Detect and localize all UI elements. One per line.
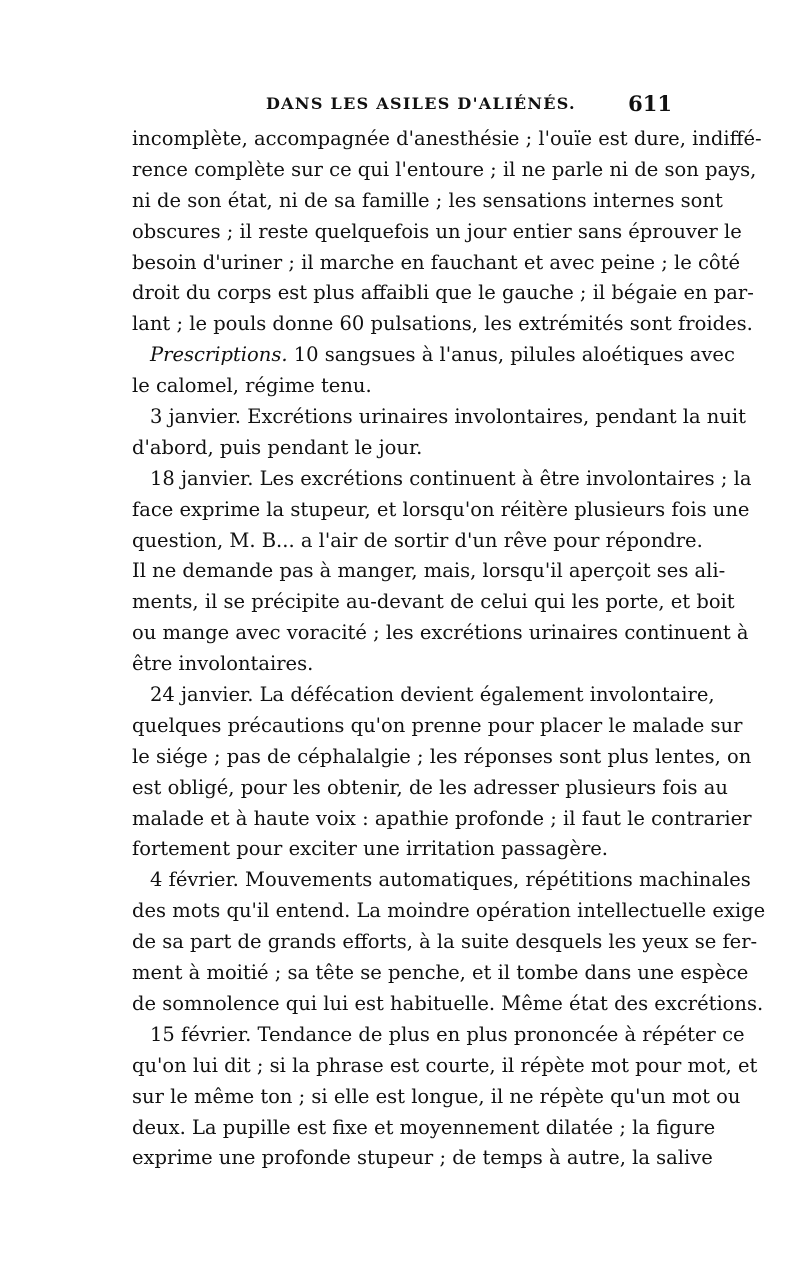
text-line: 3 janvier. Excrétions urinaires involontaires, pendant la nuit <box>150 405 746 429</box>
text-line: Il ne demande pas à manger, mais, lorsqu'il aperçoit ses ali- <box>132 559 726 583</box>
text-line: de sa part de grands efforts, à la suite desquels les yeux se fer- <box>132 930 758 954</box>
text-line: deux. La pupille est fixe et moyennement dilatée ; la figure <box>132 1115 716 1139</box>
text-line: le calomel, régime tenu. <box>132 374 372 398</box>
text-line: des mots qu'il entend. La moindre opération intellectuelle exige <box>132 899 766 923</box>
text-line: besoin d'uriner ; il marche en fauchant et avec peine ; le côté <box>132 250 741 274</box>
text-line <box>132 340 735 371</box>
text-line: lant ; le pouls donne 60 pulsations, les extrémités sont froides. <box>132 312 753 336</box>
text-line: ment à moitié ; sa tête se penche, et il tombe dans une espèce <box>132 961 749 985</box>
text-line: obscures ; il reste quelquefois un jour entier sans éprouver le <box>132 219 742 243</box>
text-line: fortement pour exciter une irritation passagère. <box>132 837 609 861</box>
text-line: exprime une profonde stupeur ; de temps à autre, la salive <box>132 1146 713 1170</box>
text-line: ou mange avec voracité ; les excrétions urinaires continuent à <box>132 621 749 645</box>
text-line: qu'on lui dit ; si la phrase est courte, il répète mot pour mot, et <box>132 1053 758 1077</box>
text-line: malade et à haute voix : apathie profonde ; il faut le contrarier <box>132 806 752 830</box>
text-line: 24 janvier. La défécation devient également involontaire, <box>150 683 715 707</box>
prescriptions-lead: Prescriptions. <box>150 343 288 367</box>
text-line: droit du corps est plus affaibli que le gauche ; il bégaie en par- <box>132 281 754 305</box>
running-title: DANS LES ASILES D'ALIÉNÉS. <box>266 94 576 113</box>
text-line: quelques précautions qu'on prenne pour placer le malade sur <box>132 713 743 737</box>
text-line: est obligé, pour les obtenir, de les adresser plusieurs fois au <box>132 775 728 799</box>
text-line: sur le même ton ; si elle est longue, il ne répète qu'un mot ou <box>132 1084 741 1108</box>
text-line: ments, il se précipite au-devant de celui qui les porte, et boit <box>132 590 735 614</box>
text-line: question, M. B... a l'air de sortir d'un rêve pour répondre. <box>132 528 703 552</box>
text-line: rence complète sur ce qui l'entoure ; il ne parle ni de son pays, <box>132 157 757 181</box>
text-line: 15 février. Tendance de plus en plus prononcée à répéter ce <box>150 1022 745 1046</box>
text-line: face exprime la stupeur, et lorsqu'on réitère plusieurs fois une <box>132 497 750 521</box>
text-line: 4 février. Mouvements automatiques, répétitions machinales <box>150 868 751 892</box>
text-line: être involontaires. <box>132 652 314 676</box>
text-line: de somnolence qui lui est habituelle. Même état des excrétions. <box>132 991 764 1015</box>
body-text <box>132 124 766 1174</box>
text-line: incomplète, accompagnée d'anesthésie ; l'ouïe est dure, indiffé- <box>132 127 762 150</box>
running-header <box>132 91 672 118</box>
text-line: 18 janvier. Les excrétions continuent à être involontaires ; la <box>150 466 752 490</box>
text-line: le siége ; pas de céphalalgie ; les réponses sont plus lentes, on <box>132 744 752 768</box>
page-number: 611 <box>628 91 672 116</box>
text-line: ni de son état, ni de sa famille ; les sensations internes sont <box>132 188 723 212</box>
text-line: d'abord, puis pendant le jour. <box>132 435 423 459</box>
text-line-rest: 10 sangsues à l'anus, pilules aloétiques avec <box>287 343 735 367</box>
